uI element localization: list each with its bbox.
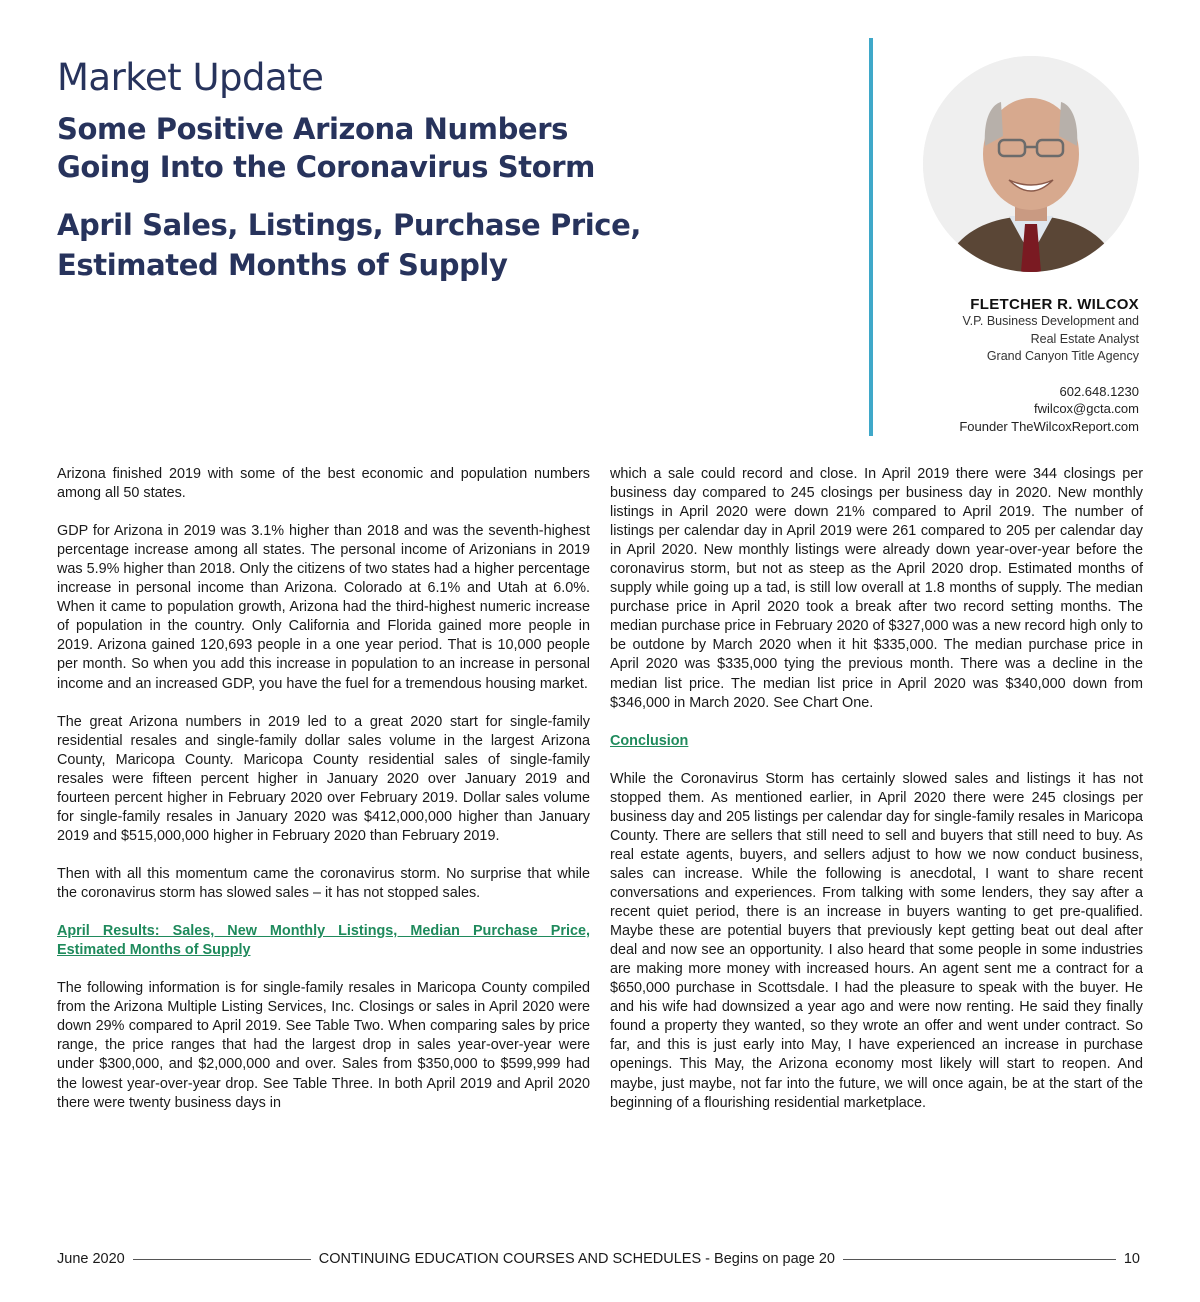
paragraph: The following information is for single-family resales in Maricopa County compiled from the Arizona Multiple Listing Services, Inc. Closings or sales in April 2020 were down 29% compared to April 2019. See Table Two. When comparing sales by price range, the price ranges that had the largest drop in sales year-over-year were under $300,000, and $2,000,000 and over. Sales from $350,000 to $599,999 had the lowest year-over-year drop. See Table Three. In both April 2019 and April 2020 there were twenty business days in [57, 980, 590, 1111]
author-phone: 602.648.1230 [1059, 383, 1139, 399]
author-role-line2: Real Estate Analyst [1030, 331, 1139, 346]
paragraph: GDP for Arizona in 2019 was 3.1% higher than 2018 and was the seventh-highest percentage increase among all states. The personal income of Arizonians in 2019 was 5.9% higher than 2018. Only the citizens of two states had a higher percentage increase in personal income than Arizona. Colorado at 6.1% and Utah at 6.0%. When it came to population growth, Arizona had the third-highest numeric increase of population in the country. Only California and Florida gained more people in 2019. Arizona gained 120,693 people in a one year period. That is 10,000 people per month. So when you add this increase in population to an increase in personal income and an increased GDP, you have the fuel for a tremendous housing market. [57, 523, 590, 692]
footer-center-text: CONTINUING EDUCATION COURSES AND SCHEDULES - Begins on page 20 [318, 1251, 835, 1267]
paragraph: which a sale could record and close. In April 2019 there were 344 closings per business day compared to 245 closings per business day in 2020. New monthly listings in April 2020 were down 21% compared to April 2019. The number of listings per calendar day in April 2019 were 261 compared to 205 per calendar day in April 2020. New monthly listings were already down year-over-year before the coronavirus storm, but not as steep as the April 2020 drop. Estimated months of supply while going up a tad, is still low overall at 1.8 months of supply. The median purchase price in April 2020 took a break after two record setting months. The median purchase price in February 2020 of $327,000 was a new record high only to be outdone by March 2020 when it hit $335,000. The median purchase price in April 2020 was $335,000 tying the previous month. There was a decline in the median list price. The median list price in April 2020 was $340,000 down from $346,000 in March 2020. See Chart One. [610, 466, 1143, 711]
author-block [859, 296, 1139, 435]
page-footer [57, 1248, 1140, 1270]
footer-rule-right [843, 1259, 1116, 1260]
article-subheading: April Sales, Listings, Purchase Price, Estimated Months of Supply [57, 208, 641, 282]
article-column-right [610, 465, 1143, 1132]
paragraph: Then with all this momentum came the coronavirus storm. No surprise that while the coronavirus storm has slowed sales – it has not stopped sales. [57, 865, 590, 902]
author-email[interactable]: fwilcox@gcta.com [1034, 401, 1139, 416]
section-heading-conclusion[interactable]: Conclusion [610, 732, 689, 749]
section-heading-april-results[interactable]: April Results: Sales, New Monthly Listings, Median Purchase Price, Estimated Months of Supply [57, 923, 590, 959]
footer-rule-left [133, 1259, 311, 1260]
page-number: 10 [1123, 1251, 1140, 1267]
author-photo [923, 56, 1139, 272]
author-role-line1: V.P. Business Development and [962, 314, 1139, 328]
paragraph: Arizona finished 2019 with some of the best economic and population numbers among all 50 states. [57, 466, 590, 502]
page-title: Market Update [57, 56, 324, 99]
paragraph: The great Arizona numbers in 2019 led to a great 2020 start for single-family residential resales and single-family dollar sales volume in the largest Arizona County, Maricopa County. Maricopa County residential sales of single-family resales were fifteen percent higher in January 2020 over January 2019 and fourteen percent higher in February 2020 over February 2019. Dollar sales volume for single-family resales in January 2020 was $412,000,000 higher than January 2019 and $515,000,000 higher in February 2020 than February 2019. [57, 713, 590, 844]
author-company: Grand Canyon Title Agency [986, 349, 1139, 363]
paragraph: While the Coronavirus Storm has certainly slowed sales and listings it has not stopped them. As mentioned earlier, in April 2020 there were 245 closings per business day and 205 listings per calendar day for single-family resales in Maricopa County. There are sellers that still need to sell and buyers that still need to buy. As real estate agents, buyers, and sellers adjust to how we now conduct business, sales can increase. While the following is anecdotal, I want to share recent conversations and experiences. From talking with some lenders, they say after a recent quiet period, there is an increase in buyers wanting to get pre-qualified. Maybe these are potential buyers that previously kept getting beat out deal after deal and now see an opportunity. I also heard that some people in some industries are making more money with increased hours. An agent sent me a contract for a $650,000 purchase in Scottsdale. I had the pleasure to speak with the buyer. He and his wife had downsized a year ago and were now renting. He said they finally found a property they wanted, so they wrote an offer and went under contract. So far, and this is just early into May, I have experienced an increase in purchase openings. This May, the Arizona economy most likely will start to reopen. And maybe, just maybe, not far into the future, we will once again, be at the start of the beginning of a flourishing residential marketplace. [610, 770, 1143, 1111]
author-founder: Founder TheWilcoxReport.com [959, 418, 1139, 434]
author-name: FLETCHER R. WILCOX [970, 296, 1139, 313]
author-portrait-icon [923, 56, 1139, 272]
footer-date: June 2020 [57, 1251, 125, 1267]
article-column-left [57, 465, 590, 1132]
article-subtitle: Some Positive Arizona Numbers Going Into the Coronavirus Storm [57, 112, 595, 184]
